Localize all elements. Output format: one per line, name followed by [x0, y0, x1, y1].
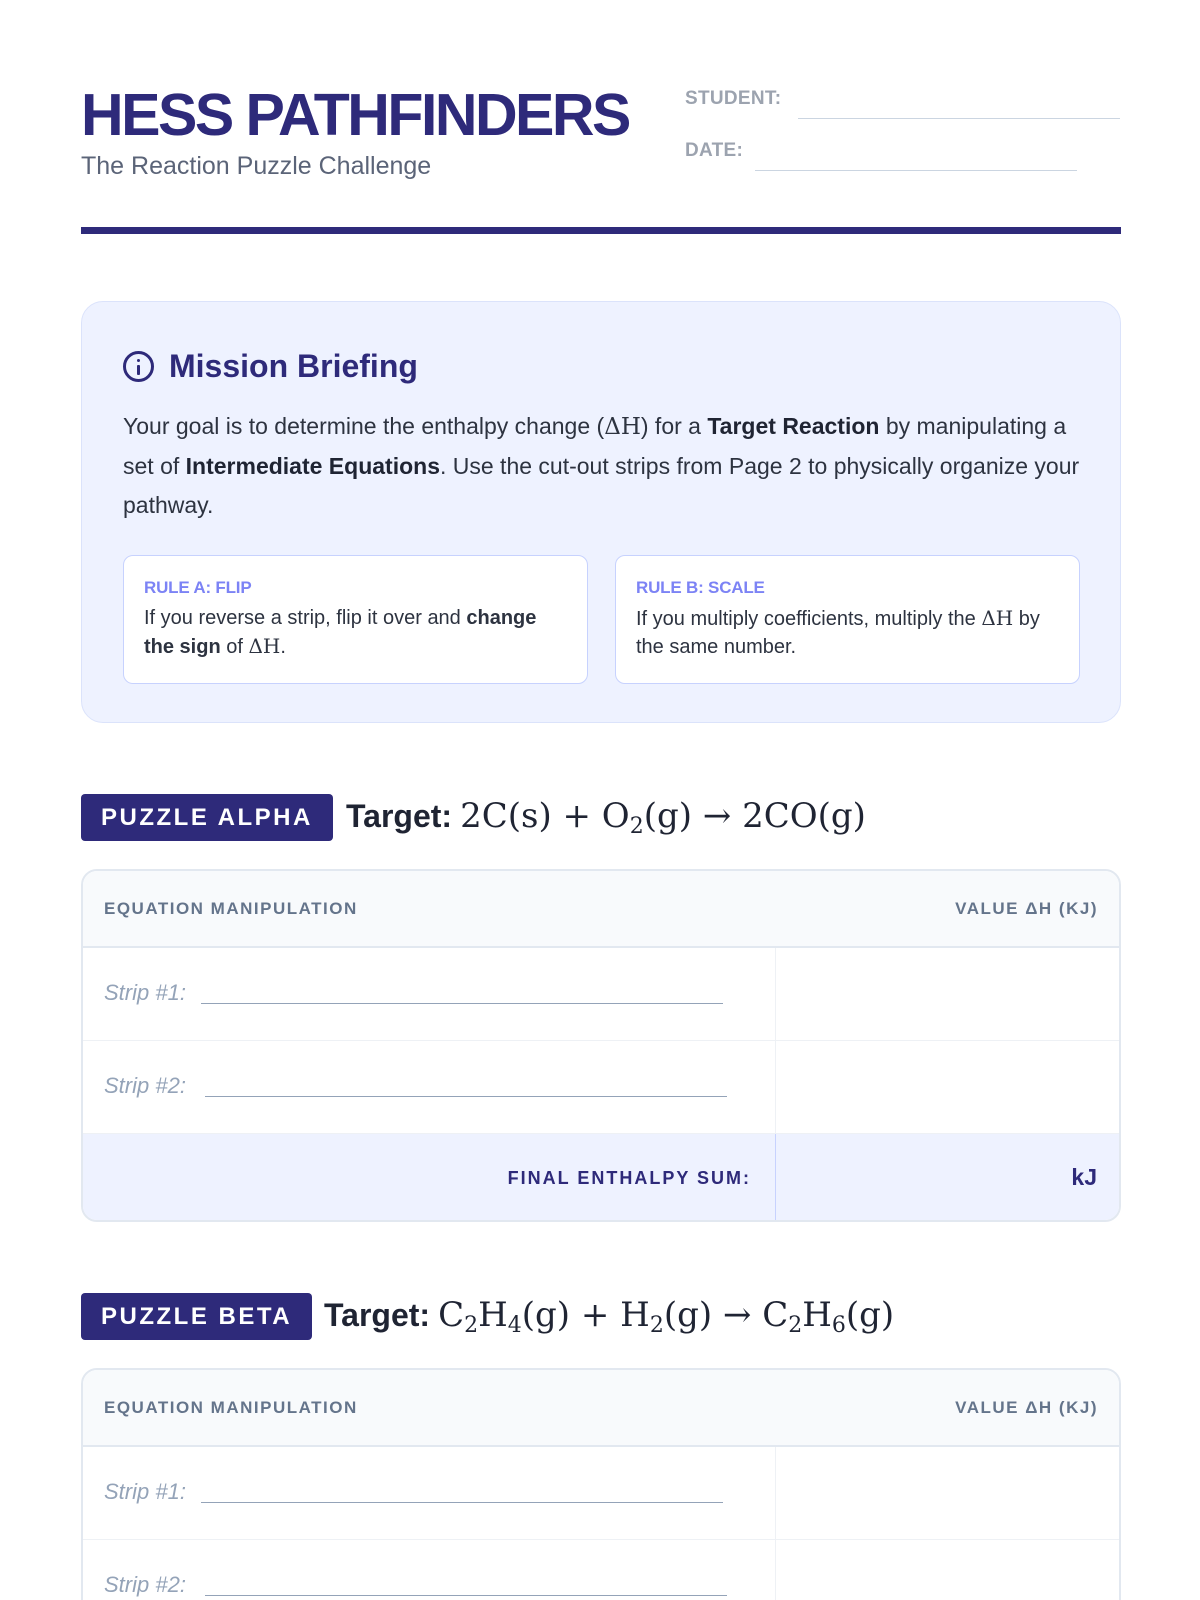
column-divider	[775, 948, 776, 1040]
rule-text	[636, 604, 1059, 661]
sum-unit: kJ	[1071, 1164, 1097, 1190]
briefing-text-part: by manipulating a set of	[123, 413, 1067, 479]
rule-text-part: .	[280, 636, 286, 658]
target-label: Target:	[346, 798, 453, 834]
table-header	[83, 1370, 1119, 1447]
puzzle-beta-tag: PUZZLE BETA	[81, 1293, 312, 1340]
column-divider	[775, 1041, 776, 1133]
strip-answer-line[interactable]	[201, 1502, 723, 1503]
column-divider	[775, 1540, 776, 1600]
delta-h-symbol: ΔH	[981, 606, 1014, 630]
column-header-equation: EQUATION MANIPULATION	[104, 899, 358, 918]
rule-text-part: of	[220, 636, 249, 658]
strip-label: Strip #1:	[104, 1479, 186, 1504]
strip-label: Strip #2:	[104, 1572, 186, 1597]
target-label: Target:	[324, 1297, 431, 1333]
target-equation: $C_2H_4(g) + H_2(g) \to C_2H_6(g)$	[438, 1295, 895, 1338]
student-name-field[interactable]	[798, 118, 1120, 119]
page-subtitle: The Reaction Puzzle Challenge	[81, 152, 432, 180]
table-row	[83, 948, 1119, 1041]
strip-answer-line[interactable]	[201, 1003, 723, 1004]
rule-text	[144, 604, 567, 661]
puzzle-beta-target	[324, 1295, 894, 1338]
rule-tag: RULE B: SCALE	[636, 578, 765, 597]
header-divider	[81, 227, 1121, 234]
rule-text-part: by the same number.	[636, 608, 1040, 658]
final-sum-label: FINAL ENTHALPY SUM:	[507, 1168, 751, 1188]
strip-answer-line[interactable]	[205, 1096, 727, 1097]
briefing-text	[123, 407, 1083, 525]
rule-text-part: If you reverse a strip, flip it over and	[144, 607, 467, 629]
date-field[interactable]	[755, 170, 1077, 171]
briefing-text-part: ) for a	[640, 413, 708, 439]
briefing-text-part: . Use the cut-out strips from Page 2 to physically organize your pathway.	[123, 453, 1080, 518]
final-sum-row	[83, 1134, 1119, 1222]
page-title: HESS PATHFINDERS	[81, 82, 629, 148]
delta-h-symbol: ΔH	[248, 634, 281, 658]
info-icon	[123, 351, 154, 382]
intermediate-equations-term: Intermediate Equations	[185, 453, 440, 479]
delta-h-symbol: ΔH	[604, 414, 641, 440]
strip-label: Strip #2:	[104, 1073, 186, 1098]
briefing-text-part: Your goal is to determine the enthalpy change (	[123, 413, 605, 439]
column-divider	[775, 1134, 776, 1222]
rule-emphasis: change the sign	[144, 607, 537, 658]
student-label: STUDENT:	[685, 88, 782, 109]
puzzle-beta-table	[81, 1368, 1121, 1600]
column-header-value: VALUE ΔH (KJ)	[955, 1398, 1098, 1417]
rule-tag: RULE A: FLIP	[144, 578, 252, 597]
puzzle-alpha-table	[81, 869, 1121, 1222]
mission-briefing-panel	[81, 301, 1121, 723]
briefing-heading	[123, 348, 418, 385]
rule-text-part: If you multiply coefficients, multiply the	[636, 608, 982, 630]
target-reaction-term: Target Reaction	[707, 413, 880, 439]
table-row	[83, 1540, 1119, 1600]
table-row	[83, 1447, 1119, 1540]
table-header	[83, 871, 1119, 948]
target-equation: $2C(s) + O_2(g) \to 2CO(g)$	[460, 796, 866, 839]
column-header-equation: EQUATION MANIPULATION	[104, 1398, 358, 1417]
puzzle-alpha-target	[346, 796, 866, 839]
page-header	[81, 84, 1121, 234]
briefing-title: Mission Briefing	[169, 348, 418, 384]
strip-answer-line[interactable]	[205, 1595, 727, 1596]
date-label: DATE:	[685, 140, 744, 161]
column-divider	[775, 1447, 776, 1539]
rule-card-flip	[123, 555, 588, 684]
puzzle-alpha-tag: PUZZLE ALPHA	[81, 794, 333, 841]
table-row	[83, 1041, 1119, 1134]
rule-card-scale	[615, 555, 1080, 684]
strip-label: Strip #1:	[104, 980, 186, 1005]
column-header-value: VALUE ΔH (KJ)	[955, 899, 1098, 918]
